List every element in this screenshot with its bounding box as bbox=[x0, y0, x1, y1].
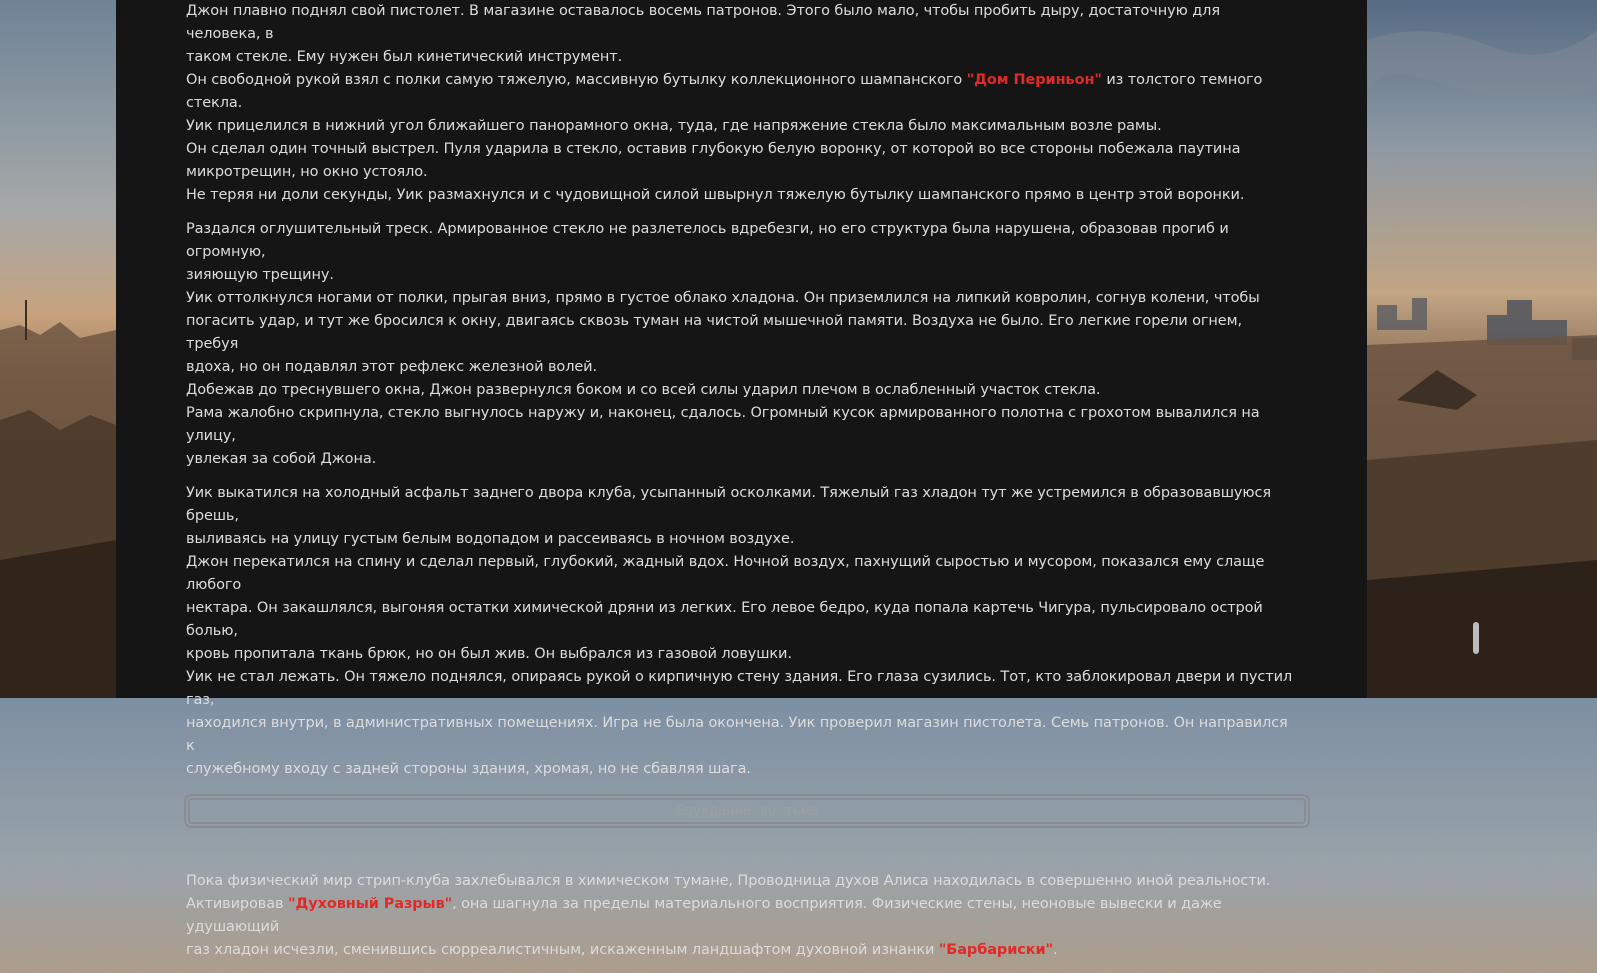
scrollbar-thumb[interactable] bbox=[1473, 622, 1479, 654]
story-text: Он свободной рукой взял с полки самую тяжелую, массивную бутылку коллекционного шампанского bbox=[186, 72, 967, 88]
story-line: Джон перекатился на спину и сделал первый, глубокий, жадный вдох. Ночной воздух, пахнущий сыростью и мусором, показался ему слаще любого bbox=[186, 554, 1265, 593]
story-line: выливаясь на улицу густым белым водопадом и рассеиваясь в ночном воздухе. bbox=[186, 531, 795, 547]
story-content bbox=[186, 0, 1296, 973]
story-text: . bbox=[1053, 942, 1058, 958]
story-line bbox=[186, 893, 1296, 939]
highlighted-term: "Дом Периньон" bbox=[966, 72, 1102, 88]
story-line: Пока физический мир стрип-клуба захлебывался в химическом тумане, Проводница духов Алиса находилась в совершенно иной реальности. bbox=[186, 873, 1271, 889]
chapter-banner bbox=[184, 794, 1310, 828]
highlighted-term: "Барбариски" bbox=[938, 942, 1054, 958]
story-paragraph bbox=[186, 482, 1296, 781]
story-line: находился внутри, в административных помещениях. Игра не была окончена. Уик проверил магазин пистолета. Семь патронов. Он направился к bbox=[186, 715, 1288, 754]
story-text: Активировав bbox=[186, 896, 288, 912]
story-line: Уик прицелился в нижний угол ближайшего панорамного окна, туда, где напряжение стекла было максимальным возле рамы. bbox=[186, 118, 1162, 134]
story-line: служебному входу с задней стороны здания, хромая, но не сбавляя шага. bbox=[186, 761, 751, 777]
story-line: Рама жалобно скрипнула, стекло выгнулось наружу и, наконец, сдалось. Огромный кусок армированного полотна с грохотом вывалился на улицу, bbox=[186, 405, 1260, 444]
story-line: кровь пропитала ткань брюк, но он был жив. Он выбрался из газовой ловушки. bbox=[186, 646, 792, 662]
chapter-title: Блуждание во тьме bbox=[188, 798, 1306, 824]
story-text: из толстого темного стекла. bbox=[186, 72, 1263, 111]
story-text: , она шагнула за пределы материального восприятия. Физические стены, неоновые вывески и даже удушающий bbox=[186, 896, 1222, 935]
background-landscape-left bbox=[0, 0, 116, 698]
story-line: таком стекле. Ему нужен был кинетический инструмент. bbox=[186, 49, 623, 65]
story-paragraph bbox=[186, 870, 1296, 962]
story-text: газ хладон исчезли, сменившись сюрреалистичным, искаженным ландшафтом духовной изнанки bbox=[186, 942, 939, 958]
story-line: зияющую трещину. bbox=[186, 267, 334, 283]
story-line bbox=[186, 69, 1296, 115]
story-line: Уик оттолкнулся ногами от полки, прыгая вниз, прямо в густое облако хладона. Он приземлился на липкий ковролин, согнув колени, чтобы bbox=[186, 290, 1260, 306]
story-line: микротрещин, но окно устояло. bbox=[186, 164, 428, 180]
story-line: Добежав до треснувшего окна, Джон развернулся боком и со всей силы ударил плечом в ослабленный участок стекла. bbox=[186, 382, 1101, 398]
story-line: нектара. Он закашлялся, выгоняя остатки химической дряни из легких. Его левое бедро, куда попала картечь Чигура, пульсировало острой болью, bbox=[186, 600, 1263, 639]
story-paragraph bbox=[186, 0, 1296, 207]
highlighted-term: "Духовный Разрыв" bbox=[287, 896, 453, 912]
story-paragraph bbox=[186, 218, 1296, 471]
story-line: Он сделал один точный выстрел. Пуля ударила в стекло, оставив глубокую белую воронку, от которой во все стороны побежала паутина bbox=[186, 141, 1241, 157]
story-line: Уик не стал лежать. Он тяжело поднялся, опираясь рукой о кирпичную стену здания. Его глаза сузились. Тот, кто заблокировал двери и пустил газ, bbox=[186, 669, 1293, 708]
story-line: Раздался оглушительный треск. Армированное стекло не разлетелось вдребезги, но его структура была нарушена, образовав прогиб и огромную, bbox=[186, 221, 1229, 260]
reading-panel bbox=[116, 0, 1367, 958]
story-line: Уик выкатился на холодный асфальт заднего двора клуба, усыпанный осколками. Тяжелый газ хладон тут же устремился в образовавшуюся брешь, bbox=[186, 485, 1272, 524]
story-line: погасить удар, и тут же бросился к окну, двигаясь сквозь туман на чистой мышечной памяти. Воздуха не было. Его легкие горели огнем, требуя bbox=[186, 313, 1242, 352]
story-line: вдоха, но он подавлял этот рефлекс железной волей. bbox=[186, 359, 598, 375]
story-line: Не теряя ни доли секунды, Уик размахнулся и с чудовищной силой швырнул тяжелую бутылку шампанского прямо в центр этой воронки. bbox=[186, 187, 1245, 203]
background-landscape-right bbox=[1367, 0, 1597, 698]
story-line: увлекая за собой Джона. bbox=[186, 451, 377, 467]
story-line: Джон плавно поднял свой пистолет. В магазине оставалось восемь патронов. Этого было мало, чтобы пробить дыру, достаточную для человека, в bbox=[186, 3, 1220, 42]
story-line bbox=[186, 939, 1296, 962]
